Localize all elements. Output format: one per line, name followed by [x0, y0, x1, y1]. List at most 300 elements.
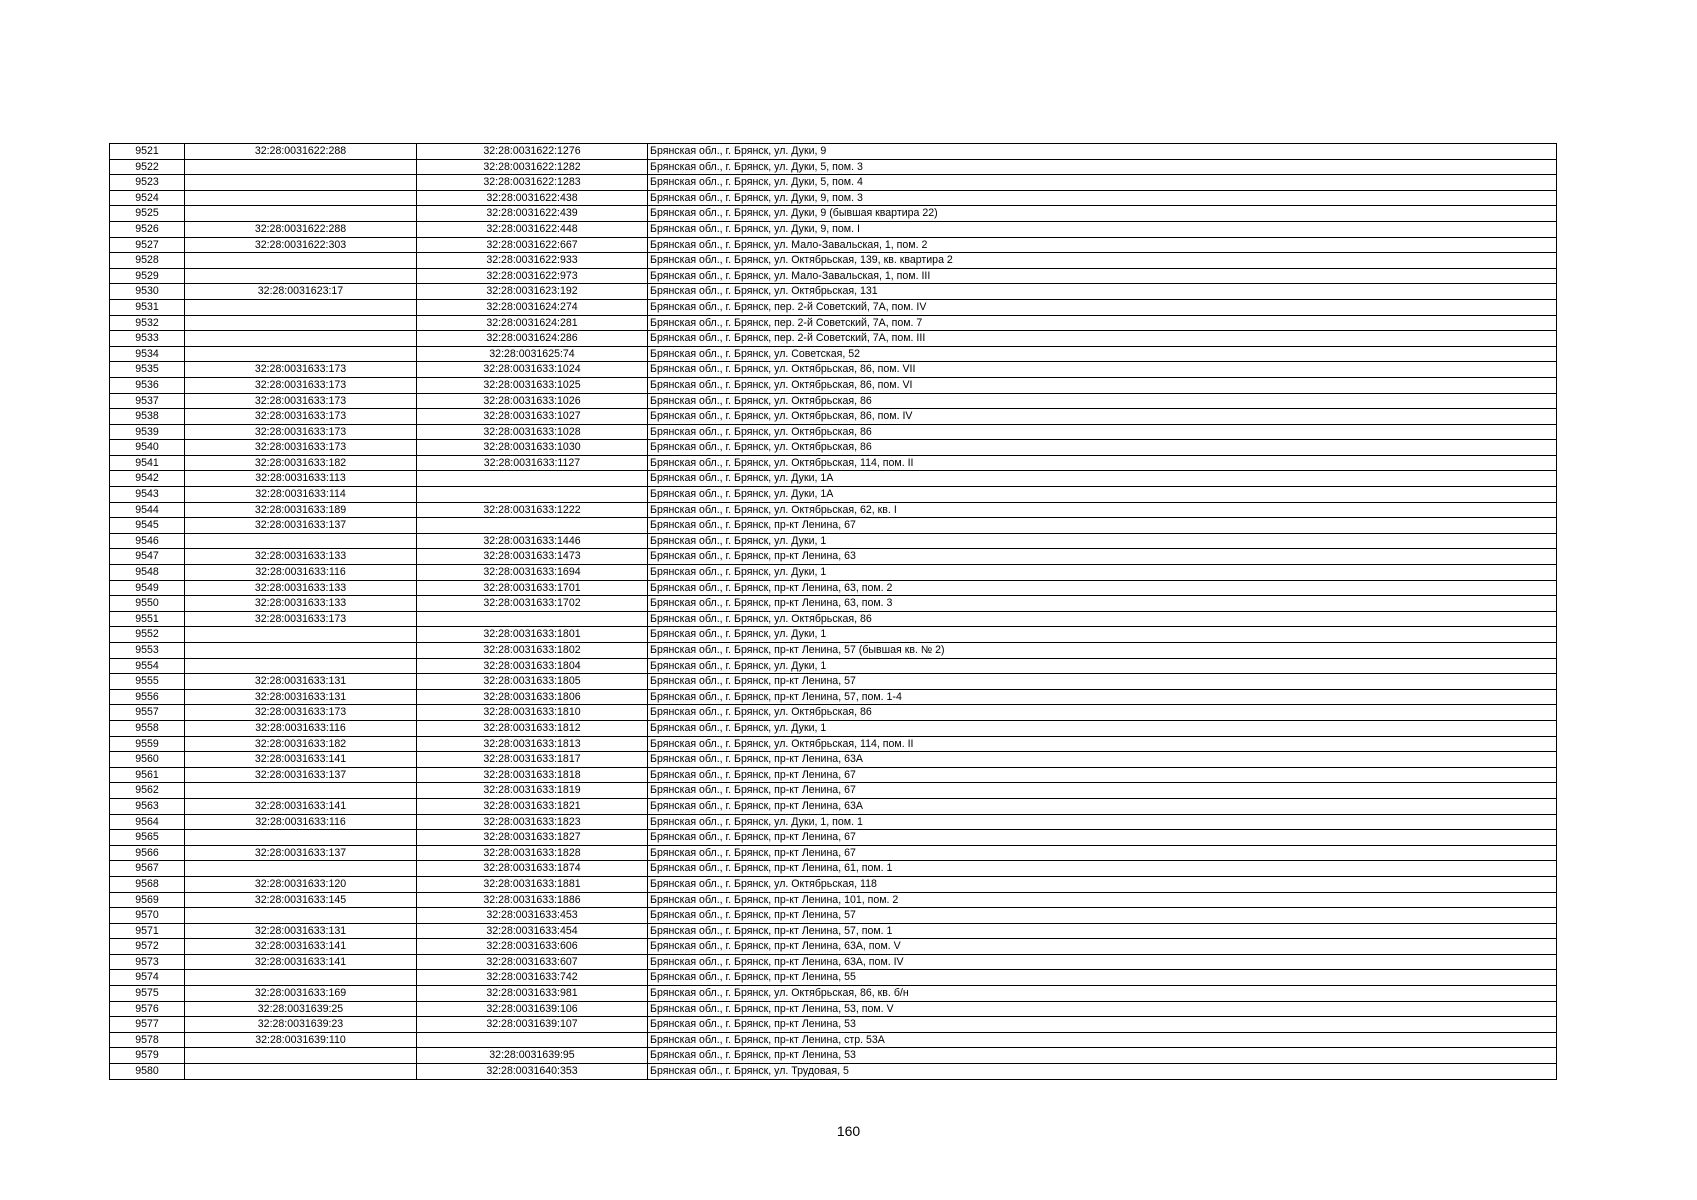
table-row [110, 798, 1557, 814]
parent-cadastral-number-cell: 32:28:0031633:141 [185, 798, 417, 814]
row-number-cell: 9563 [110, 798, 185, 814]
object-cadastral-number-cell: 32:28:0031633:1828 [417, 845, 648, 861]
address-cell: Брянская обл., г. Брянск, пр-кт Ленина, 63А, пом. IV [648, 954, 1557, 970]
row-number-cell: 9561 [110, 767, 185, 783]
row-number-cell: 9524 [110, 190, 185, 206]
address-cell: Брянская обл., г. Брянск, ул. Дуки, 1 [648, 658, 1557, 674]
table-row [110, 1032, 1557, 1048]
address-cell: Брянская обл., г. Брянск, пр-кт Ленина, 55 [648, 970, 1557, 986]
address-cell: Брянская обл., г. Брянск, пр-кт Ленина, 63, пом. 2 [648, 580, 1557, 596]
parent-cadastral-number-cell: 32:28:0031633:116 [185, 720, 417, 736]
address-cell: Брянская обл., г. Брянск, ул. Дуки, 5, пом. 3 [648, 159, 1557, 175]
address-cell: Брянская обл., г. Брянск, ул. Дуки, 9, пом. 3 [648, 190, 1557, 206]
parent-cadastral-number-cell: 32:28:0031633:137 [185, 767, 417, 783]
object-cadastral-number-cell: 32:28:0031633:1694 [417, 565, 648, 581]
table-row [110, 970, 1557, 986]
address-cell: Брянская обл., г. Брянск, ул. Дуки, 1А [648, 471, 1557, 487]
object-cadastral-number-cell: 32:28:0031633:453 [417, 908, 648, 924]
address-cell: Брянская обл., г. Брянск, пр-кт Ленина, 57, пом. 1-4 [648, 689, 1557, 705]
row-number-cell: 9560 [110, 752, 185, 768]
address-cell: Брянская обл., г. Брянск, пр-кт Ленина, 63 [648, 549, 1557, 565]
object-cadastral-number-cell: 32:28:0031633:1802 [417, 643, 648, 659]
parent-cadastral-number-cell: 32:28:0031639:23 [185, 1017, 417, 1033]
address-cell: Брянская обл., г. Брянск, пр-кт Ленина, 63А, пом. V [648, 939, 1557, 955]
object-cadastral-number-cell: 32:28:0031622:1283 [417, 175, 648, 191]
registry-body [110, 144, 1557, 1080]
table-row [110, 268, 1557, 284]
row-number-cell: 9567 [110, 861, 185, 877]
table-row [110, 409, 1557, 425]
object-cadastral-number-cell: 32:28:0031633:1827 [417, 830, 648, 846]
object-cadastral-number-cell: 32:28:0031622:439 [417, 206, 648, 222]
row-number-cell: 9565 [110, 830, 185, 846]
row-number-cell: 9548 [110, 565, 185, 581]
table-row [110, 908, 1557, 924]
object-cadastral-number-cell: 32:28:0031633:1806 [417, 689, 648, 705]
parent-cadastral-number-cell: 32:28:0031633:114 [185, 487, 417, 503]
table-row [110, 1001, 1557, 1017]
table-row [110, 284, 1557, 300]
parent-cadastral-number-cell [185, 1048, 417, 1064]
table-row [110, 783, 1557, 799]
address-cell: Брянская обл., г. Брянск, пр-кт Ленина, 101, пом. 2 [648, 892, 1557, 908]
parent-cadastral-number-cell: 32:28:0031639:110 [185, 1032, 417, 1048]
parent-cadastral-number-cell [185, 970, 417, 986]
row-number-cell: 9522 [110, 159, 185, 175]
address-cell: Брянская обл., г. Брянск, пр-кт Ленина, 53, пом. V [648, 1001, 1557, 1017]
table-row [110, 939, 1557, 955]
address-cell: Брянская обл., г. Брянск, пр-кт Ленина, 61, пом. 1 [648, 861, 1557, 877]
object-cadastral-number-cell: 32:28:0031633:606 [417, 939, 648, 955]
table-row [110, 471, 1557, 487]
object-cadastral-number-cell: 32:28:0031633:1886 [417, 892, 648, 908]
row-number-cell: 9552 [110, 627, 185, 643]
table-row [110, 315, 1557, 331]
object-cadastral-number-cell [417, 518, 648, 534]
object-cadastral-number-cell: 32:28:0031624:281 [417, 315, 648, 331]
address-cell: Брянская обл., г. Брянск, пр-кт Ленина, 63, пом. 3 [648, 596, 1557, 612]
row-number-cell: 9557 [110, 705, 185, 721]
table-row [110, 845, 1557, 861]
address-cell: Брянская обл., г. Брянск, ул. Октябрьская, 86 [648, 424, 1557, 440]
parent-cadastral-number-cell: 32:28:0031633:182 [185, 736, 417, 752]
object-cadastral-number-cell: 32:28:0031633:1473 [417, 549, 648, 565]
row-number-cell: 9544 [110, 502, 185, 518]
row-number-cell: 9528 [110, 253, 185, 269]
table-row [110, 487, 1557, 503]
table-row [110, 986, 1557, 1002]
parent-cadastral-number-cell: 32:28:0031633:120 [185, 876, 417, 892]
row-number-cell: 9578 [110, 1032, 185, 1048]
table-row [110, 892, 1557, 908]
address-cell: Брянская обл., г. Брянск, пр-кт Ленина, 63А [648, 798, 1557, 814]
object-cadastral-number-cell: 32:28:0031639:106 [417, 1001, 648, 1017]
address-cell: Брянская обл., г. Брянск, ул. Октябрьская, 131 [648, 284, 1557, 300]
row-number-cell: 9539 [110, 424, 185, 440]
row-number-cell: 9558 [110, 720, 185, 736]
object-cadastral-number-cell: 32:28:0031639:95 [417, 1048, 648, 1064]
address-cell: Брянская обл., г. Брянск, ул. Дуки, 9 (бывшая квартира 22) [648, 206, 1557, 222]
row-number-cell: 9538 [110, 409, 185, 425]
object-cadastral-number-cell: 32:28:0031633:981 [417, 986, 648, 1002]
parent-cadastral-number-cell: 32:28:0031633:137 [185, 518, 417, 534]
table-row [110, 1017, 1557, 1033]
row-number-cell: 9570 [110, 908, 185, 924]
parent-cadastral-number-cell [185, 190, 417, 206]
object-cadastral-number-cell: 32:28:0031633:1701 [417, 580, 648, 596]
row-number-cell: 9530 [110, 284, 185, 300]
object-cadastral-number-cell: 32:28:0031622:1276 [417, 144, 648, 160]
address-cell: Брянская обл., г. Брянск, пр-кт Ленина, 63А [648, 752, 1557, 768]
table-row [110, 705, 1557, 721]
address-cell: Брянская обл., г. Брянск, пр-кт Ленина, 57 [648, 908, 1557, 924]
address-cell: Брянская обл., г. Брянск, ул. Советская, 52 [648, 346, 1557, 362]
table-row [110, 299, 1557, 315]
row-number-cell: 9541 [110, 455, 185, 471]
parent-cadastral-number-cell: 32:28:0031633:116 [185, 565, 417, 581]
row-number-cell: 9549 [110, 580, 185, 596]
registry-table [109, 143, 1557, 1080]
parent-cadastral-number-cell [185, 346, 417, 362]
row-number-cell: 9553 [110, 643, 185, 659]
parent-cadastral-number-cell: 32:28:0031633:133 [185, 596, 417, 612]
row-number-cell: 9534 [110, 346, 185, 362]
parent-cadastral-number-cell: 32:28:0031633:173 [185, 440, 417, 456]
row-number-cell: 9535 [110, 362, 185, 378]
table-row [110, 954, 1557, 970]
object-cadastral-number-cell: 32:28:0031622:667 [417, 237, 648, 253]
row-number-cell: 9533 [110, 331, 185, 347]
table-row [110, 533, 1557, 549]
table-row [110, 440, 1557, 456]
address-cell: Брянская обл., г. Брянск, ул. Дуки, 1, пом. 1 [648, 814, 1557, 830]
parent-cadastral-number-cell: 32:28:0031633:173 [185, 393, 417, 409]
object-cadastral-number-cell: 32:28:0031633:1804 [417, 658, 648, 674]
object-cadastral-number-cell: 32:28:0031633:454 [417, 923, 648, 939]
address-cell: Брянская обл., г. Брянск, ул. Мало-Завальская, 1, пом. 2 [648, 237, 1557, 253]
address-cell: Брянская обл., г. Брянск, ул. Дуки, 9, пом. I [648, 221, 1557, 237]
object-cadastral-number-cell: 32:28:0031624:286 [417, 331, 648, 347]
row-number-cell: 9529 [110, 268, 185, 284]
object-cadastral-number-cell: 32:28:0031633:1025 [417, 377, 648, 393]
row-number-cell: 9545 [110, 518, 185, 534]
address-cell: Брянская обл., г. Брянск, ул. Октябрьская, 139, кв. квартира 2 [648, 253, 1557, 269]
address-cell: Брянская обл., г. Брянск, ул. Дуки, 1 [648, 720, 1557, 736]
table-row [110, 674, 1557, 690]
row-number-cell: 9572 [110, 939, 185, 955]
address-cell: Брянская обл., г. Брянск, ул. Октябрьская, 118 [648, 876, 1557, 892]
parent-cadastral-number-cell [185, 175, 417, 191]
row-number-cell: 9571 [110, 923, 185, 939]
object-cadastral-number-cell: 32:28:0031633:1801 [417, 627, 648, 643]
row-number-cell: 9523 [110, 175, 185, 191]
object-cadastral-number-cell: 32:28:0031633:1805 [417, 674, 648, 690]
row-number-cell: 9580 [110, 1064, 185, 1080]
row-number-cell: 9574 [110, 970, 185, 986]
row-number-cell: 9540 [110, 440, 185, 456]
object-cadastral-number-cell: 32:28:0031633:1028 [417, 424, 648, 440]
parent-cadastral-number-cell: 32:28:0031633:131 [185, 674, 417, 690]
parent-cadastral-number-cell: 32:28:0031633:137 [185, 845, 417, 861]
parent-cadastral-number-cell: 32:28:0031633:173 [185, 377, 417, 393]
object-cadastral-number-cell: 32:28:0031622:448 [417, 221, 648, 237]
table-row [110, 502, 1557, 518]
row-number-cell: 9550 [110, 596, 185, 612]
table-row [110, 377, 1557, 393]
address-cell: Брянская обл., г. Брянск, ул. Октябрьская, 114, пом. II [648, 736, 1557, 752]
address-cell: Брянская обл., г. Брянск, пр-кт Ленина, 67 [648, 830, 1557, 846]
object-cadastral-number-cell: 32:28:0031623:192 [417, 284, 648, 300]
object-cadastral-number-cell: 32:28:0031622:438 [417, 190, 648, 206]
parent-cadastral-number-cell: 32:28:0031633:173 [185, 705, 417, 721]
address-cell: Брянская обл., г. Брянск, ул. Октябрьская, 86, пом. IV [648, 409, 1557, 425]
parent-cadastral-number-cell [185, 331, 417, 347]
table-row [110, 643, 1557, 659]
object-cadastral-number-cell: 32:28:0031633:1818 [417, 767, 648, 783]
table-row [110, 362, 1557, 378]
object-cadastral-number-cell: 32:28:0031633:1030 [417, 440, 648, 456]
table-row [110, 736, 1557, 752]
row-number-cell: 9527 [110, 237, 185, 253]
row-number-cell: 9564 [110, 814, 185, 830]
row-number-cell: 9569 [110, 892, 185, 908]
row-number-cell: 9542 [110, 471, 185, 487]
table-row [110, 814, 1557, 830]
object-cadastral-number-cell: 32:28:0031633:1702 [417, 596, 648, 612]
parent-cadastral-number-cell: 32:28:0031633:116 [185, 814, 417, 830]
table-row [110, 1048, 1557, 1064]
address-cell: Брянская обл., г. Брянск, ул. Октябрьская, 114, пом. II [648, 455, 1557, 471]
row-number-cell: 9579 [110, 1048, 185, 1064]
object-cadastral-number-cell: 32:28:0031633:742 [417, 970, 648, 986]
object-cadastral-number-cell [417, 471, 648, 487]
table-row [110, 1064, 1557, 1080]
table-row [110, 596, 1557, 612]
parent-cadastral-number-cell: 32:28:0031633:182 [185, 455, 417, 471]
parent-cadastral-number-cell: 32:28:0031633:133 [185, 549, 417, 565]
row-number-cell: 9551 [110, 611, 185, 627]
table-row [110, 830, 1557, 846]
parent-cadastral-number-cell: 32:28:0031633:169 [185, 986, 417, 1002]
parent-cadastral-number-cell [185, 253, 417, 269]
row-number-cell: 9568 [110, 876, 185, 892]
address-cell: Брянская обл., г. Брянск, ул. Октябрьская, 62, кв. I [648, 502, 1557, 518]
table-row [110, 767, 1557, 783]
table-row [110, 518, 1557, 534]
parent-cadastral-number-cell [185, 830, 417, 846]
row-number-cell: 9537 [110, 393, 185, 409]
object-cadastral-number-cell [417, 487, 648, 503]
address-cell: Брянская обл., г. Брянск, пер. 2-й Советский, 7А, пом. 7 [648, 315, 1557, 331]
parent-cadastral-number-cell [185, 627, 417, 643]
address-cell: Брянская обл., г. Брянск, пр-кт Ленина, 53 [648, 1017, 1557, 1033]
address-cell: Брянская обл., г. Брянск, ул. Дуки, 9 [648, 144, 1557, 160]
table-row [110, 876, 1557, 892]
parent-cadastral-number-cell [185, 299, 417, 315]
object-cadastral-number-cell: 32:28:0031622:973 [417, 268, 648, 284]
address-cell: Брянская обл., г. Брянск, пер. 2-й Советский, 7А, пом. III [648, 331, 1557, 347]
parent-cadastral-number-cell [185, 206, 417, 222]
table-row [110, 221, 1557, 237]
object-cadastral-number-cell [417, 611, 648, 627]
parent-cadastral-number-cell [185, 533, 417, 549]
address-cell: Брянская обл., г. Брянск, пр-кт Ленина, 53 [648, 1048, 1557, 1064]
table-row [110, 549, 1557, 565]
table-row [110, 253, 1557, 269]
parent-cadastral-number-cell: 32:28:0031633:145 [185, 892, 417, 908]
parent-cadastral-number-cell: 32:28:0031633:131 [185, 689, 417, 705]
parent-cadastral-number-cell: 32:28:0031633:173 [185, 409, 417, 425]
parent-cadastral-number-cell: 32:28:0031633:133 [185, 580, 417, 596]
row-number-cell: 9531 [110, 299, 185, 315]
object-cadastral-number-cell: 32:28:0031639:107 [417, 1017, 648, 1033]
address-cell: Брянская обл., г. Брянск, ул. Октябрьская, 86, пом. VI [648, 377, 1557, 393]
object-cadastral-number-cell: 32:28:0031633:1446 [417, 533, 648, 549]
address-cell: Брянская обл., г. Брянск, ул. Мало-Завальская, 1, пом. III [648, 268, 1557, 284]
table-row [110, 206, 1557, 222]
row-number-cell: 9546 [110, 533, 185, 549]
table-row [110, 175, 1557, 191]
row-number-cell: 9577 [110, 1017, 185, 1033]
row-number-cell: 9526 [110, 221, 185, 237]
object-cadastral-number-cell: 32:28:0031633:1127 [417, 455, 648, 471]
table-row [110, 346, 1557, 362]
parent-cadastral-number-cell: 32:28:0031639:25 [185, 1001, 417, 1017]
page-number: 160 [836, 1123, 861, 1139]
address-cell: Брянская обл., г. Брянск, пр-кт Ленина, 67 [648, 845, 1557, 861]
row-number-cell: 9532 [110, 315, 185, 331]
table-row [110, 720, 1557, 736]
object-cadastral-number-cell: 32:28:0031624:274 [417, 299, 648, 315]
object-cadastral-number-cell: 32:28:0031633:1812 [417, 720, 648, 736]
parent-cadastral-number-cell [185, 315, 417, 331]
table-row [110, 627, 1557, 643]
parent-cadastral-number-cell: 32:28:0031622:288 [185, 144, 417, 160]
address-cell: Брянская обл., г. Брянск, ул. Трудовая, 5 [648, 1064, 1557, 1080]
parent-cadastral-number-cell: 32:28:0031633:189 [185, 502, 417, 518]
object-cadastral-number-cell: 32:28:0031633:1813 [417, 736, 648, 752]
table-row [110, 455, 1557, 471]
address-cell: Брянская обл., г. Брянск, пр-кт Ленина, 67 [648, 783, 1557, 799]
row-number-cell: 9521 [110, 144, 185, 160]
address-cell: Брянская обл., г. Брянск, ул. Дуки, 1А [648, 487, 1557, 503]
parent-cadastral-number-cell: 32:28:0031622:303 [185, 237, 417, 253]
address-cell: Брянская обл., г. Брянск, ул. Дуки, 5, пом. 4 [648, 175, 1557, 191]
table-row [110, 658, 1557, 674]
table-row [110, 237, 1557, 253]
address-cell: Брянская обл., г. Брянск, ул. Дуки, 1 [648, 565, 1557, 581]
table-row [110, 611, 1557, 627]
row-number-cell: 9559 [110, 736, 185, 752]
table-row [110, 861, 1557, 877]
table-row [110, 689, 1557, 705]
parent-cadastral-number-cell [185, 658, 417, 674]
row-number-cell: 9525 [110, 206, 185, 222]
object-cadastral-number-cell: 32:28:0031633:1881 [417, 876, 648, 892]
table-row [110, 565, 1557, 581]
parent-cadastral-number-cell: 32:28:0031633:141 [185, 954, 417, 970]
table-row [110, 580, 1557, 596]
object-cadastral-number-cell: 32:28:0031633:1821 [417, 798, 648, 814]
address-cell: Брянская обл., г. Брянск, ул. Октябрьская, 86 [648, 393, 1557, 409]
row-number-cell: 9576 [110, 1001, 185, 1017]
object-cadastral-number-cell: 32:28:0031633:1222 [417, 502, 648, 518]
address-cell: Брянская обл., г. Брянск, ул. Октябрьская, 86 [648, 705, 1557, 721]
table-row [110, 190, 1557, 206]
table-row [110, 331, 1557, 347]
parent-cadastral-number-cell [185, 159, 417, 175]
parent-cadastral-number-cell: 32:28:0031633:131 [185, 923, 417, 939]
parent-cadastral-number-cell: 32:28:0031622:288 [185, 221, 417, 237]
address-cell: Брянская обл., г. Брянск, пр-кт Ленина, 57 (бывшая кв. № 2) [648, 643, 1557, 659]
table-row [110, 424, 1557, 440]
row-number-cell: 9566 [110, 845, 185, 861]
table-row [110, 393, 1557, 409]
row-number-cell: 9575 [110, 986, 185, 1002]
row-number-cell: 9554 [110, 658, 185, 674]
parent-cadastral-number-cell: 32:28:0031633:141 [185, 752, 417, 768]
row-number-cell: 9547 [110, 549, 185, 565]
object-cadastral-number-cell: 32:28:0031633:607 [417, 954, 648, 970]
parent-cadastral-number-cell [185, 1064, 417, 1080]
object-cadastral-number-cell: 32:28:0031625:74 [417, 346, 648, 362]
table-row [110, 159, 1557, 175]
row-number-cell: 9536 [110, 377, 185, 393]
parent-cadastral-number-cell: 32:28:0031633:173 [185, 362, 417, 378]
object-cadastral-number-cell: 32:28:0031633:1024 [417, 362, 648, 378]
parent-cadastral-number-cell: 32:28:0031633:141 [185, 939, 417, 955]
table-row [110, 144, 1557, 160]
object-cadastral-number-cell: 32:28:0031633:1819 [417, 783, 648, 799]
table-row [110, 752, 1557, 768]
row-number-cell: 9573 [110, 954, 185, 970]
object-cadastral-number-cell: 32:28:0031633:1027 [417, 409, 648, 425]
table-row [110, 923, 1557, 939]
parent-cadastral-number-cell: 32:28:0031633:113 [185, 471, 417, 487]
parent-cadastral-number-cell: 32:28:0031623:17 [185, 284, 417, 300]
object-cadastral-number-cell: 32:28:0031633:1823 [417, 814, 648, 830]
address-cell: Брянская обл., г. Брянск, ул. Октябрьская, 86, кв. б/н [648, 986, 1557, 1002]
address-cell: Брянская обл., г. Брянск, пр-кт Ленина, 67 [648, 518, 1557, 534]
address-cell: Брянская обл., г. Брянск, ул. Дуки, 1 [648, 627, 1557, 643]
parent-cadastral-number-cell [185, 643, 417, 659]
row-number-cell: 9555 [110, 674, 185, 690]
parent-cadastral-number-cell [185, 861, 417, 877]
parent-cadastral-number-cell [185, 908, 417, 924]
object-cadastral-number-cell: 32:28:0031633:1810 [417, 705, 648, 721]
parent-cadastral-number-cell [185, 268, 417, 284]
address-cell: Брянская обл., г. Брянск, пр-кт Ленина, 57, пом. 1 [648, 923, 1557, 939]
address-cell: Брянская обл., г. Брянск, ул. Октябрьская, 86 [648, 611, 1557, 627]
object-cadastral-number-cell: 32:28:0031640:353 [417, 1064, 648, 1080]
object-cadastral-number-cell: 32:28:0031633:1817 [417, 752, 648, 768]
address-cell: Брянская обл., г. Брянск, пр-кт Ленина, 57 [648, 674, 1557, 690]
address-cell: Брянская обл., г. Брянск, пр-кт Ленина, стр. 53А [648, 1032, 1557, 1048]
address-cell: Брянская обл., г. Брянск, ул. Октябрьская, 86, пом. VII [648, 362, 1557, 378]
object-cadastral-number-cell [417, 1032, 648, 1048]
address-cell: Брянская обл., г. Брянск, ул. Дуки, 1 [648, 533, 1557, 549]
row-number-cell: 9556 [110, 689, 185, 705]
parent-cadastral-number-cell [185, 783, 417, 799]
object-cadastral-number-cell: 32:28:0031622:933 [417, 253, 648, 269]
object-cadastral-number-cell: 32:28:0031622:1282 [417, 159, 648, 175]
parent-cadastral-number-cell: 32:28:0031633:173 [185, 424, 417, 440]
parent-cadastral-number-cell: 32:28:0031633:173 [185, 611, 417, 627]
address-cell: Брянская обл., г. Брянск, пр-кт Ленина, 67 [648, 767, 1557, 783]
row-number-cell: 9543 [110, 487, 185, 503]
object-cadastral-number-cell: 32:28:0031633:1026 [417, 393, 648, 409]
object-cadastral-number-cell: 32:28:0031633:1874 [417, 861, 648, 877]
